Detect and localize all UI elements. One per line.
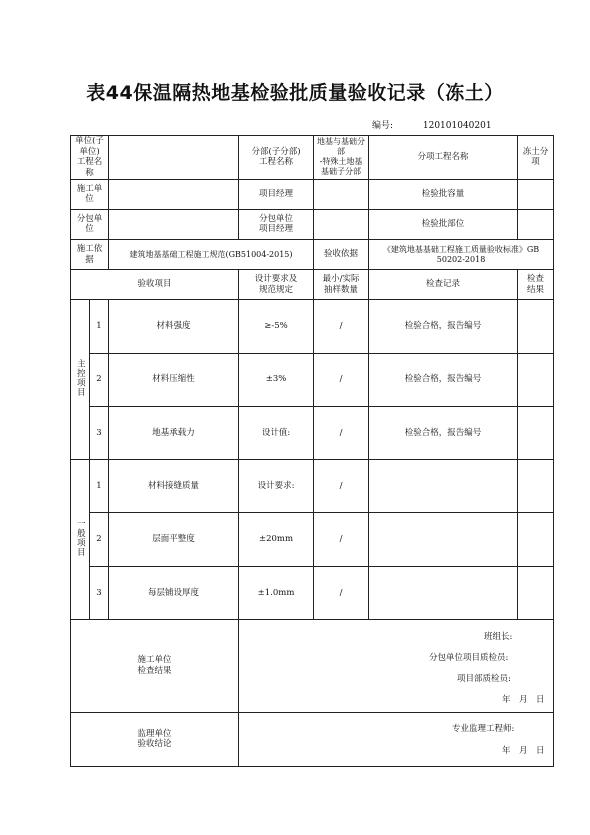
row-no: 3: [90, 406, 109, 459]
engineer-label: 专业监理工程师:: [452, 723, 515, 734]
acceptance-basis-label: 验收依据: [314, 240, 369, 270]
row-record[interactable]: [369, 460, 518, 513]
supervision-date: 年 月 日: [502, 745, 545, 756]
sub-project-manager-value[interactable]: [314, 209, 369, 239]
row-record[interactable]: [369, 566, 518, 619]
row-item-name: 材料强度: [109, 300, 239, 353]
division-name-value: 地基与基础分部 -特殊土地基基础子分部: [314, 136, 369, 180]
unit-name-label: 单位(子单位) 工程名称: [71, 136, 109, 180]
subitem-name-label: 分项工程名称: [369, 136, 518, 180]
row-item-name: 地基承载力: [109, 406, 239, 459]
row-sample: /: [314, 513, 369, 566]
construction-basis-value: 建筑地基基础工程施工规范(GB51004-2015): [109, 240, 314, 270]
row-result[interactable]: [518, 513, 554, 566]
batch-location-value[interactable]: [518, 209, 554, 239]
row-sample: /: [314, 353, 369, 406]
row-item-name: 材料接缝质量: [109, 460, 239, 513]
construction-conclusion-area[interactable]: [239, 620, 554, 713]
serial-number: [372, 118, 492, 131]
row-sample: /: [314, 300, 369, 353]
division-name-label: 分部(子分部) 工程名称: [239, 136, 314, 180]
subcontractor-label: 分包单位: [71, 209, 109, 239]
row-result[interactable]: [518, 460, 554, 513]
col-header-requirement: 设计要求及 规范规定: [239, 270, 314, 300]
row-result[interactable]: [518, 353, 554, 406]
subitem-name-value: 冻土分项: [518, 136, 554, 180]
col-header-item: 验收项目: [71, 270, 239, 300]
batch-capacity-label: 检验批容量: [369, 179, 518, 209]
row-result[interactable]: [518, 566, 554, 619]
table-row: [71, 566, 554, 619]
batch-capacity-value[interactable]: [518, 179, 554, 209]
main-group-label: 主控项目: [71, 300, 90, 460]
row-requirement: 设计要求:: [239, 460, 314, 513]
row-no: 1: [90, 460, 109, 513]
serial-value: 120101040201: [422, 121, 492, 131]
row-sample: /: [314, 460, 369, 513]
project-manager-label: 项目经理: [239, 179, 314, 209]
inspector-label: 项目部质检员:: [457, 674, 511, 685]
project-manager-value[interactable]: [314, 179, 369, 209]
row-no: 2: [90, 353, 109, 406]
contractor-label: 施工单位: [71, 179, 109, 209]
row-requirement: ±3%: [239, 353, 314, 406]
row-no: 2: [90, 513, 109, 566]
table-row: [71, 300, 554, 353]
contractor-value[interactable]: [109, 179, 239, 209]
row-requirement: ±20mm: [239, 513, 314, 566]
row-item-name: 层面平整度: [109, 513, 239, 566]
subcontractor-value[interactable]: [109, 209, 239, 239]
row-record: 检验合格，报告编号: [369, 300, 518, 353]
general-group-label: 一般项目: [71, 460, 90, 620]
construction-conclusion-label: 施工单位 检查结果: [71, 620, 239, 713]
sub-inspector-label: 分包单位项目质检员:: [429, 653, 509, 664]
page-title: 表44保温隔热地基检验批质量验收记录（冻土）: [86, 82, 504, 104]
row-requirement: ≥-5%: [239, 300, 314, 353]
row-sample: /: [314, 566, 369, 619]
row-record: 检验合格，报告编号: [369, 353, 518, 406]
col-header-sample: 最小/实际 抽样数量: [314, 270, 369, 300]
construction-date: 年 月 日: [502, 695, 545, 706]
table-row: [71, 353, 554, 406]
sub-project-manager-label: 分包单位 项目经理: [239, 209, 314, 239]
batch-location-label: 检验批部位: [369, 209, 518, 239]
serial-label: 编号:: [372, 121, 394, 131]
row-requirement: ±1.0mm: [239, 566, 314, 619]
row-result[interactable]: [518, 300, 554, 353]
table-row: [71, 406, 554, 459]
acceptance-basis-value: 《建筑地基基础工程施工质量验收标准》GB 50202-2018: [369, 240, 554, 270]
row-requirement: 设计值:: [239, 406, 314, 459]
construction-basis-label: 施工依据: [71, 240, 109, 270]
row-no: 1: [90, 300, 109, 353]
col-header-record: 检查记录: [369, 270, 518, 300]
row-record: 检验合格，报告编号: [369, 406, 518, 459]
row-record[interactable]: [369, 513, 518, 566]
col-header-result: 检查 结果: [518, 270, 554, 300]
supervision-conclusion-area[interactable]: [239, 712, 554, 766]
row-sample: /: [314, 406, 369, 459]
row-no: 3: [90, 566, 109, 619]
supervision-conclusion-label: 监理单位 验收结论: [71, 712, 239, 766]
unit-name-value[interactable]: [109, 136, 239, 180]
row-result[interactable]: [518, 406, 554, 459]
inspection-record-table: [70, 135, 554, 767]
table-row: [71, 460, 554, 513]
table-row: [71, 513, 554, 566]
row-item-name: 材料压缩性: [109, 353, 239, 406]
row-item-name: 每层铺设厚度: [109, 566, 239, 619]
team-leader-label: 班组长:: [484, 632, 513, 643]
